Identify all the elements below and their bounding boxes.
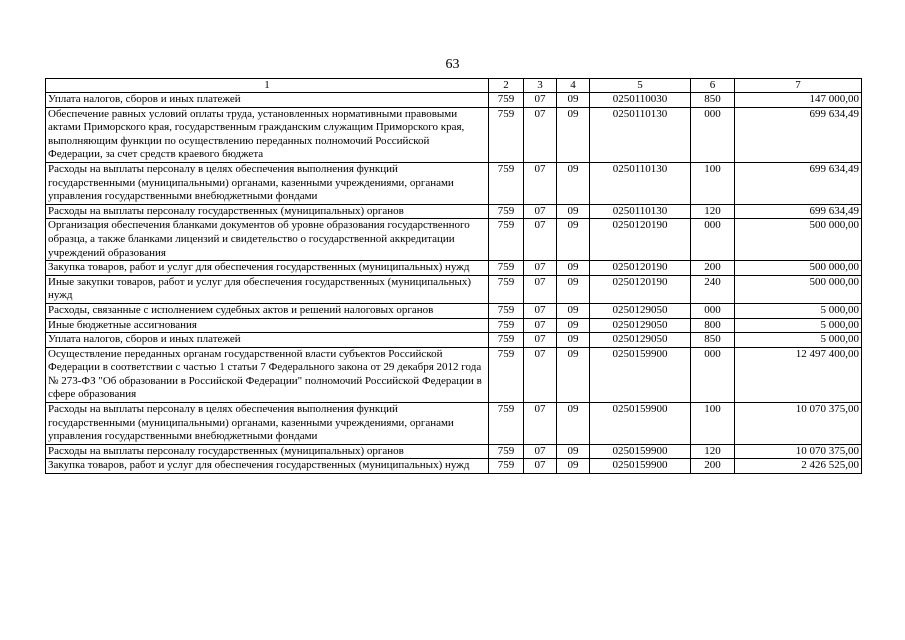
section-code: 07 bbox=[524, 93, 557, 108]
target-article-code: 0250159900 bbox=[590, 459, 691, 474]
page-number: 63 bbox=[445, 57, 460, 72]
subsection-code: 09 bbox=[557, 261, 590, 276]
amount: 699 634,49 bbox=[735, 107, 862, 162]
ministry-code: 759 bbox=[489, 333, 524, 348]
header-col-5: 5 bbox=[590, 79, 691, 93]
table-row bbox=[46, 333, 862, 348]
section-code: 07 bbox=[524, 107, 557, 162]
subsection-code: 09 bbox=[557, 444, 590, 459]
header-col-1: 1 bbox=[46, 79, 489, 93]
expense-type-code: 000 bbox=[691, 347, 735, 402]
subsection-code: 09 bbox=[557, 93, 590, 108]
expense-type-code: 120 bbox=[691, 204, 735, 219]
expense-type-code: 120 bbox=[691, 444, 735, 459]
amount: 500 000,00 bbox=[735, 261, 862, 276]
expense-name: Расходы на выплаты персоналу в целях обеспечения выполнения функций государственными (муниципальными) органами, казенными учреждениями, органами управления государственными внебюджетными фондами bbox=[46, 403, 489, 445]
subsection-code: 09 bbox=[557, 275, 590, 303]
table-row bbox=[46, 318, 862, 333]
amount: 5 000,00 bbox=[735, 333, 862, 348]
expense-type-code: 000 bbox=[691, 219, 735, 261]
section-code: 07 bbox=[524, 303, 557, 318]
section-code: 07 bbox=[524, 219, 557, 261]
section-code: 07 bbox=[524, 403, 557, 445]
expense-type-code: 800 bbox=[691, 318, 735, 333]
subsection-code: 09 bbox=[557, 403, 590, 445]
target-article-code: 0250110130 bbox=[590, 162, 691, 204]
ministry-code: 759 bbox=[489, 107, 524, 162]
section-code: 07 bbox=[524, 204, 557, 219]
subsection-code: 09 bbox=[557, 204, 590, 219]
expense-name: Обеспечение равных условий оплаты труда, установленных нормативными правовыми актами Приморского края, государственным гражданским служащим Приморского края, выполняющим функции по осуществлению переданных полномочий Российской Федерации, за счет средств краевого бюджета bbox=[46, 107, 489, 162]
header-col-2: 2 bbox=[489, 79, 524, 93]
table-row bbox=[46, 347, 862, 402]
amount: 699 634,49 bbox=[735, 204, 862, 219]
subsection-code: 09 bbox=[557, 219, 590, 261]
expense-type-code: 200 bbox=[691, 261, 735, 276]
header-row bbox=[46, 79, 862, 93]
table-row bbox=[46, 204, 862, 219]
ministry-code: 759 bbox=[489, 219, 524, 261]
ministry-code: 759 bbox=[489, 347, 524, 402]
amount: 699 634,49 bbox=[735, 162, 862, 204]
target-article-code: 0250129050 bbox=[590, 303, 691, 318]
target-article-code: 0250129050 bbox=[590, 318, 691, 333]
ministry-code: 759 bbox=[489, 318, 524, 333]
amount: 500 000,00 bbox=[735, 219, 862, 261]
table-row bbox=[46, 93, 862, 108]
section-code: 07 bbox=[524, 459, 557, 474]
amount: 147 000,00 bbox=[735, 93, 862, 108]
section-code: 07 bbox=[524, 333, 557, 348]
expense-name: Иные бюджетные ассигнования bbox=[46, 318, 489, 333]
expense-name: Расходы, связанные с исполнением судебных актов и решений налоговых органов bbox=[46, 303, 489, 318]
target-article-code: 0250159900 bbox=[590, 347, 691, 402]
target-article-code: 0250110030 bbox=[590, 93, 691, 108]
table-row bbox=[46, 107, 862, 162]
expense-type-code: 850 bbox=[691, 333, 735, 348]
expense-name: Уплата налогов, сборов и иных платежей bbox=[46, 333, 489, 348]
section-code: 07 bbox=[524, 261, 557, 276]
header-col-7: 7 bbox=[735, 79, 862, 93]
subsection-code: 09 bbox=[557, 107, 590, 162]
target-article-code: 0250159900 bbox=[590, 444, 691, 459]
target-article-code: 0250120190 bbox=[590, 275, 691, 303]
budget-table bbox=[45, 78, 862, 474]
ministry-code: 759 bbox=[489, 261, 524, 276]
section-code: 07 bbox=[524, 444, 557, 459]
ministry-code: 759 bbox=[489, 459, 524, 474]
amount: 10 070 375,00 bbox=[735, 444, 862, 459]
ministry-code: 759 bbox=[489, 93, 524, 108]
subsection-code: 09 bbox=[557, 347, 590, 402]
table-row bbox=[46, 459, 862, 474]
expense-name: Расходы на выплаты персоналу государственных (муниципальных) органов bbox=[46, 204, 489, 219]
expense-name: Организация обеспечения бланками документов об уровне образования государственного образца, а также бланками лицензий и свидетельство о государственной аккредитации учреждений образования bbox=[46, 219, 489, 261]
expense-name: Закупка товаров, работ и услуг для обеспечения государственных (муниципальных) нужд bbox=[46, 261, 489, 276]
expense-type-code: 000 bbox=[691, 107, 735, 162]
ministry-code: 759 bbox=[489, 204, 524, 219]
table-row bbox=[46, 261, 862, 276]
amount: 5 000,00 bbox=[735, 318, 862, 333]
table-row bbox=[46, 162, 862, 204]
expense-type-code: 100 bbox=[691, 403, 735, 445]
target-article-code: 0250120190 bbox=[590, 219, 691, 261]
header-col-3: 3 bbox=[524, 79, 557, 93]
target-article-code: 0250159900 bbox=[590, 403, 691, 445]
target-article-code: 0250110130 bbox=[590, 107, 691, 162]
header-col-4: 4 bbox=[557, 79, 590, 93]
target-article-code: 0250110130 bbox=[590, 204, 691, 219]
ministry-code: 759 bbox=[489, 275, 524, 303]
amount: 12 497 400,00 bbox=[735, 347, 862, 402]
table-row bbox=[46, 275, 862, 303]
amount: 2 426 525,00 bbox=[735, 459, 862, 474]
ministry-code: 759 bbox=[489, 444, 524, 459]
expense-type-code: 100 bbox=[691, 162, 735, 204]
table-row bbox=[46, 403, 862, 445]
amount: 10 070 375,00 bbox=[735, 403, 862, 445]
table-row bbox=[46, 444, 862, 459]
subsection-code: 09 bbox=[557, 162, 590, 204]
table-row bbox=[46, 303, 862, 318]
subsection-code: 09 bbox=[557, 333, 590, 348]
subsection-code: 09 bbox=[557, 459, 590, 474]
subsection-code: 09 bbox=[557, 303, 590, 318]
section-code: 07 bbox=[524, 318, 557, 333]
header-col-6: 6 bbox=[691, 79, 735, 93]
expense-name: Осуществление переданных органам государственной власти субъектов Российской Федерации в соответствии с частью 1 статьи 7 Федерального закона от 29 декабря 2012 года № 273-ФЗ "Об образовании в Российской Федерации" полномочий Российской Федерации в сфере образования bbox=[46, 347, 489, 402]
expense-type-code: 240 bbox=[691, 275, 735, 303]
section-code: 07 bbox=[524, 162, 557, 204]
expense-name: Иные закупки товаров, работ и услуг для обеспечения государственных (муниципальных) нужд bbox=[46, 275, 489, 303]
ministry-code: 759 bbox=[489, 162, 524, 204]
amount: 500 000,00 bbox=[735, 275, 862, 303]
ministry-code: 759 bbox=[489, 403, 524, 445]
expense-type-code: 200 bbox=[691, 459, 735, 474]
target-article-code: 0250129050 bbox=[590, 333, 691, 348]
ministry-code: 759 bbox=[489, 303, 524, 318]
expense-type-code: 850 bbox=[691, 93, 735, 108]
expense-name: Расходы на выплаты персоналу государственных (муниципальных) органов bbox=[46, 444, 489, 459]
expense-name: Закупка товаров, работ и услуг для обеспечения государственных (муниципальных) нужд bbox=[46, 459, 489, 474]
section-code: 07 bbox=[524, 275, 557, 303]
section-code: 07 bbox=[524, 347, 557, 402]
subsection-code: 09 bbox=[557, 318, 590, 333]
expense-type-code: 000 bbox=[691, 303, 735, 318]
table-row bbox=[46, 219, 862, 261]
expense-name: Расходы на выплаты персоналу в целях обеспечения выполнения функций государственными (муниципальными) органами, казенными учреждениями, органами управления государственными внебюджетными фондами bbox=[46, 162, 489, 204]
target-article-code: 0250120190 bbox=[590, 261, 691, 276]
amount: 5 000,00 bbox=[735, 303, 862, 318]
expense-name: Уплата налогов, сборов и иных платежей bbox=[46, 93, 489, 108]
